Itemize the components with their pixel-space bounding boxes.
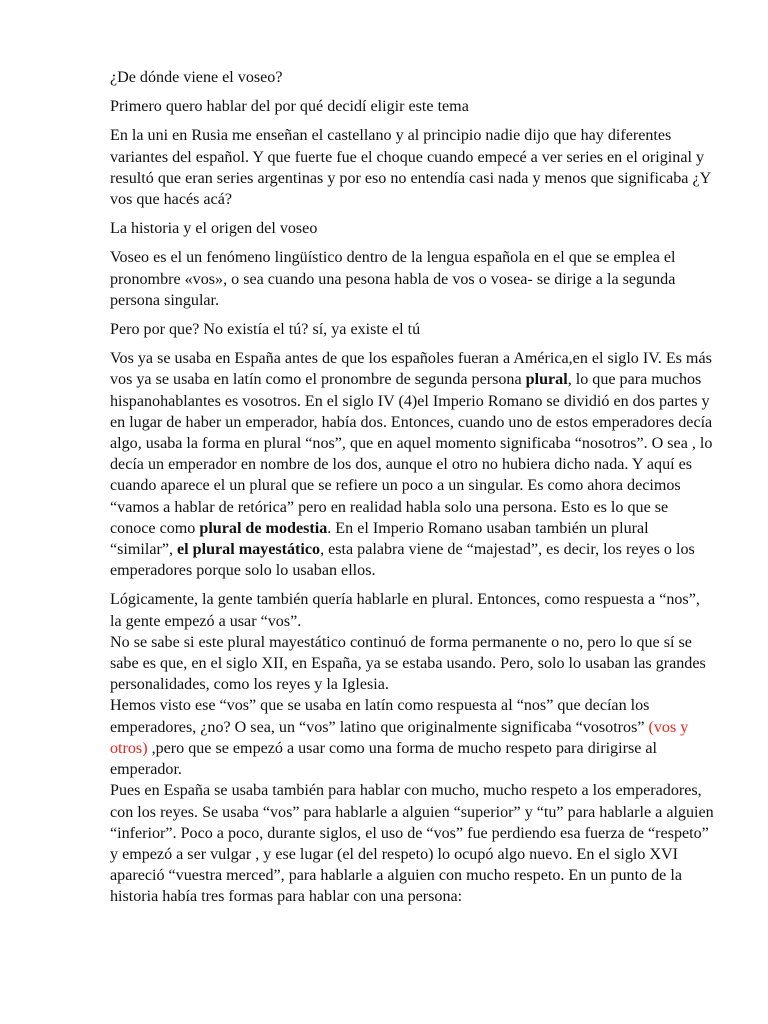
paragraph-intro: Primero quero hablar del por qué decidí eligir este tema <box>110 98 469 116</box>
text-run: ,pero que se empezó a usar como una forma de mucho respeto para dirigirse al emperador. <box>110 739 657 779</box>
paragraph-spain-usage: Pues en España se usaba también para hablar con mucho, mucho respeto a los emperadores, con los reyes. Se usaba “vos” para hablarle a alguien “superior” y “tu” para hablarle a alguien “inferior”. Poco a poco, durante siglos, el uso de “vos” fue perdiendo esa fuerza de “respeto” y empezó a ser vulgar , y ese lugar (el del respeto) lo ocupó algo nuevo. En el siglo XVI apareció “vuestra merced”, para hablarle a alguien con mucho respeto. En un punto de la historia había tres formas para hablar con una persona: <box>110 782 714 906</box>
text-run: Hemos visto ese “vos” que se usaba en latín como respuesta al “nos” que decían los emperadores, ¿no? O sea, un “vos” latino que originalmente significaba “vosotros” <box>110 697 650 736</box>
bold-term-plural-de-modestia: plural de modestia <box>199 519 328 537</box>
section-heading-history: La historia y el origen del voseo <box>110 220 318 238</box>
paragraph-latin-origin <box>110 348 714 581</box>
bold-term-plural-mayestatico: el plural mayestático <box>177 541 321 559</box>
paragraph-motivation: En la uni en Rusia me enseñan el castellano y al principio nadie dijo que hay diferentes variantes del español. Y que fuerte fue el choque cuando empecé a ver series en el original y resultó que eran series argentinas y por eso no entendía casi nada y menos que significaba ¿Y vos que hacés acá? <box>110 127 711 209</box>
text-run: , lo que para muchos hispanohablantes es vosotros. En el siglo IV (4)el Imperio Romano se dividió en dos partes y en lugar de haber un emperador, había dos. Entonces, cuando uno de estos emperadores decía algo, usaba la forma en plural “nos”, que en aquel momento significaba “nosotros”. O sea , lo decía un emperador en nombre de los dos, aunque el otro no hubiera dicho nada. Y aquí es cuando aparece el un plural que se refiere un poco a un singular. Es como ahora decimos “vamos a hablar de retórica” pero en realidad habla solo una persona. Esto es lo que se conoce como <box>110 371 713 537</box>
text-run: , esta palabra viene de “majestad”, es decir, los reyes o los emperadores porque solo lo usaban ellos. <box>110 541 695 580</box>
document-body <box>110 67 714 908</box>
bold-term-plural: plural <box>525 371 568 389</box>
paragraph-response-vos: Lógicamente, la gente también quería hablarle en plural. Entonces, como respuesta a “nos”, la gente empezó a usar “vos”. <box>110 591 700 630</box>
paragraph-definition: Voseo es el un fenómeno lingüístico dentro de la lengua española en el que se emplea el pronombre «vos», o sea cuando una pesona habla de vos o vosea- se dirige a la segunda persona singular. <box>110 249 676 309</box>
text-run: Vos ya se usaba en España antes de que los españoles fueran a América,en el siglo IV. Es más vos ya se usaba en latín como el pronombre de segunda persona <box>110 350 712 389</box>
text-run: . En el Imperio Romano usaban también un plural “similar”, <box>110 519 649 559</box>
paragraph-question: Pero por que? No existía el tú? sí, ya existe el tú <box>110 321 421 339</box>
highlighted-text-vos-y-otros: (vos y otros) <box>110 718 689 757</box>
document-title: ¿De dónde viene el voseo? <box>110 69 283 86</box>
paragraph-latin-vos <box>110 695 714 780</box>
paragraph-plural-mayestatico: No se sabe si este plural mayestático continuó de forma permanente o no, pero lo que sí se sabe es que, en el siglo XII, en España, ya se estaba usando. Pero, solo lo usaban las grandes personalidades, como los reyes y la Iglesia. <box>110 633 706 694</box>
